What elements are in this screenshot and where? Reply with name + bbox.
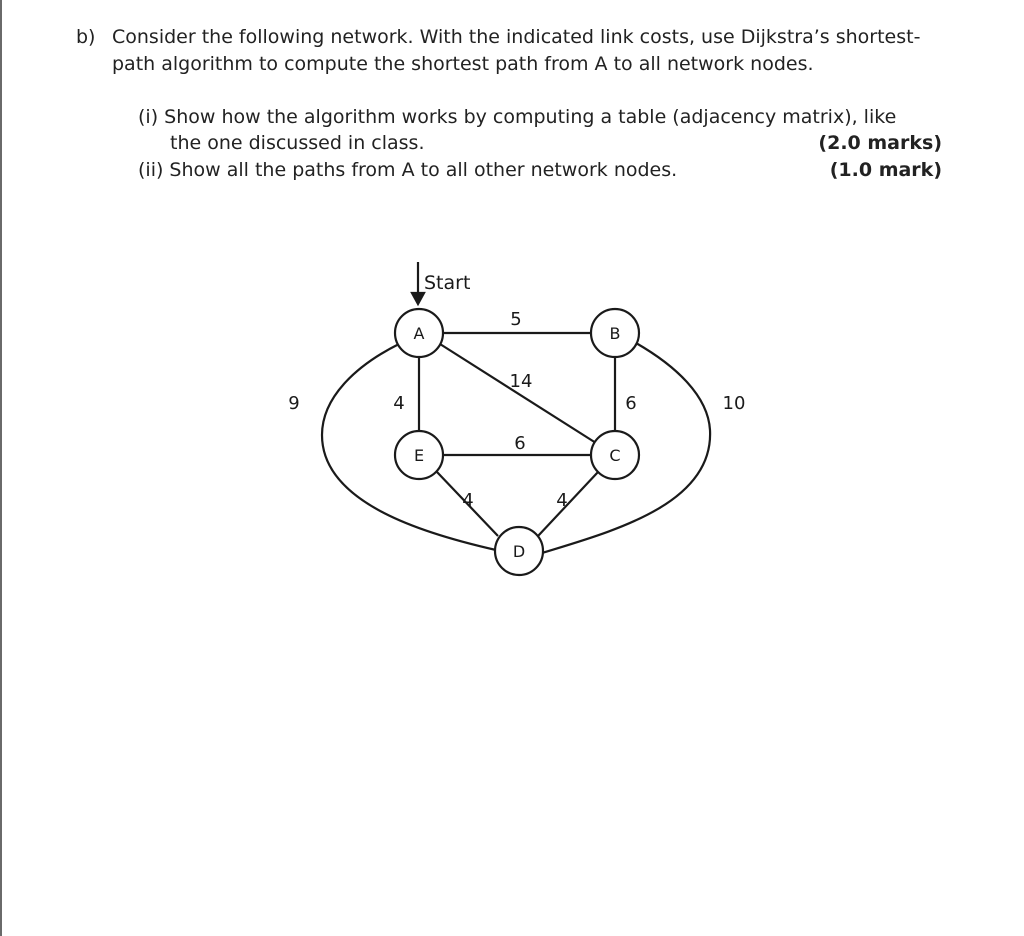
cost-C-D: 4 [556,490,568,511]
subquestion-ii-line1: (ii) Show all the paths from A to all other network nodes. [138,159,678,181]
cost-E-C: 6 [514,433,526,454]
cost-A-C: 14 [509,371,533,392]
edge-C-D [538,472,598,536]
node-C-label: C [609,446,621,465]
cost-A-D: 9 [288,393,300,414]
question-text: Consider the following network. With the indicated link costs, use Dijkstra’s shortest-path algorithm to compute the shortest path from A to all network nodes. [112,26,921,75]
subquestion-i-line2: the one discussed in class. [170,132,425,154]
cost-E-D: 4 [462,490,474,511]
cost-B-D: 10 [722,393,746,414]
node-B-label: B [609,324,621,343]
subquestion-ii-marks: (1.0 mark) [829,159,942,181]
node-A-label: A [413,324,425,343]
cost-A-E: 4 [393,393,405,414]
subquestion-i-line1: (i) Show how the algorithm works by computing a table (adjacency matrix), like [138,106,897,128]
question-label: b) [76,26,96,48]
subquestion-i-marks: (2.0 marks) [818,132,942,154]
cost-A-B: 5 [510,309,522,330]
node-E-label: E [413,446,425,465]
start-label: Start [424,272,471,294]
node-D-label: D [512,542,526,561]
edge-A-C [440,344,596,443]
cost-B-C: 6 [625,393,637,414]
start-arrow-head [412,293,424,304]
